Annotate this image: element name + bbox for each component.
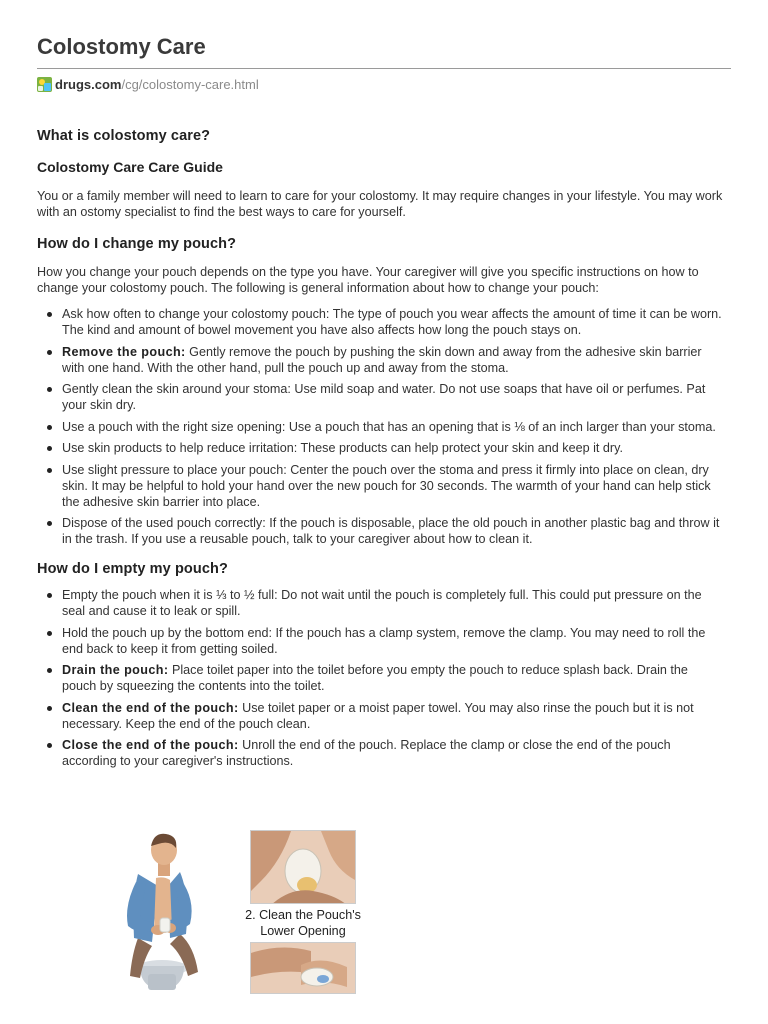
list-item [37, 440, 723, 456]
item-text: Dispose of the used pouch correctly: If the pouch is disposable, place the old pouch in another plastic bag and throw it in the trash. If you use a reusable pouch, talk to your caregiver about how to clean it. [62, 516, 720, 546]
bullet-icon [47, 446, 52, 451]
item-bold: Clean the end of the pouch: [62, 700, 239, 715]
change-pouch-list [37, 306, 723, 547]
list-item [37, 344, 723, 376]
list-item [37, 515, 723, 547]
list-item [37, 419, 723, 435]
subheading-care-guide: Colostomy Care Care Guide [37, 159, 223, 175]
bullet-icon [47, 706, 52, 711]
intro-paragraph: You or a family member will need to learn to care for your colostomy. It may require changes in your lifestyle. You may work with an ostomy specialist to find the best ways to care for yourself. [37, 189, 723, 219]
illustration-figure [118, 826, 368, 996]
cleaning-closeup-bottom [250, 942, 356, 994]
source-domain[interactable]: drugs.com [55, 76, 122, 92]
change-pouch-paragraph: How you change your pouch depends on the type you have. Your caregiver will give you specific instructions on how to change your colostomy pouch. The following is general information about how to change your pouch: [37, 265, 699, 295]
bullet-icon [47, 668, 52, 673]
article-body [37, 128, 723, 775]
document-title: Colostomy Care [37, 34, 206, 59]
bullet-icon [47, 468, 52, 473]
heading-change-pouch: How do I change my pouch? [37, 236, 237, 252]
item-text: Unroll the end of the pouch. Replace the clamp or close the end of the pouch according to your caregiver's instructions. [62, 738, 671, 768]
item-text: Place toilet paper into the toilet before you empty the pouch to reduce splash back. Drain the pouch by squeezing the contents into the toilet. [62, 663, 688, 693]
caption-line: Lower Opening [260, 924, 346, 938]
heading-empty-pouch: How do I empty my pouch? [37, 561, 228, 577]
seated-person-illustration [118, 826, 210, 992]
heading-what-is: What is colostomy care? [37, 128, 211, 144]
item-bold: Close the end of the pouch: [62, 738, 239, 752]
source-path[interactable]: /cg/colostomy-care.html [121, 76, 259, 92]
list-item [37, 662, 723, 694]
list-item [37, 625, 723, 657]
list-item [37, 587, 723, 619]
list-item [37, 462, 723, 510]
item-text: Ask how often to change your colostomy pouch: The type of pouch you wear affects the amount of time it can be worn. The kind and amount of bowel movement you have also affects how long the pouch stays on. [62, 307, 722, 337]
bullet-icon [47, 743, 52, 748]
item-text: Use toilet paper or a moist paper towel. You may also rinse the pouch but it is not necessary. Keep the end of the pouch clean. [62, 700, 694, 731]
source-link[interactable] [37, 75, 259, 93]
item-text: Hold the pouch up by the bottom end: If the pouch has a clamp system, remove the clamp. You may need to roll the end back to keep it from getting soiled. [62, 625, 706, 656]
empty-pouch-list [37, 587, 723, 769]
title-divider [37, 68, 731, 69]
bullet-icon [47, 521, 52, 526]
drugs-com-logo-icon [37, 77, 52, 92]
item-bold: Remove the pouch: [62, 344, 186, 359]
cleaning-closeup-top [250, 830, 356, 904]
list-item [37, 306, 723, 338]
caption-line: 2. Clean the Pouch's [245, 908, 361, 922]
item-text: Use a pouch with the right size opening: Use a pouch that has an opening that is ⅛ of an inch larger than your stoma. [62, 419, 716, 434]
bullet-icon [47, 387, 52, 392]
figure-caption [236, 907, 370, 939]
item-text: Gently clean the skin around your stoma: Use mild soap and water. Do not use soaps that have oil or perfumes. Pat your skin dry. [62, 382, 706, 412]
list-item [37, 737, 723, 769]
bullet-icon [47, 312, 52, 317]
item-bold: Drain the pouch: [62, 663, 169, 677]
bullet-icon [47, 350, 52, 355]
item-text: Use slight pressure to place your pouch: Center the pouch over the stoma and press it firmly into place on clean, dry skin. It may be helpful to hold your hand over the new pouch for 30 seconds. The warmth of your hand can help stick the adhesive skin barrier into place. [62, 462, 711, 509]
list-item [37, 700, 723, 732]
list-item [37, 381, 723, 413]
item-text: Gently remove the pouch by pushing the skin down and away from the adhesive skin barrier with one hand. With the other hand, pull the pouch up and away from the stoma. [62, 344, 702, 375]
bullet-icon [47, 593, 52, 598]
bullet-icon [47, 631, 52, 636]
item-text: Use skin products to help reduce irritation: These products can help protect your skin and keep it dry. [62, 441, 623, 455]
item-text: Empty the pouch when it is ⅓ to ½ full: Do not wait until the pouch is completely full. This could put pressure on the seal and cause it to leak or spill. [62, 588, 702, 618]
bullet-icon [47, 425, 52, 430]
